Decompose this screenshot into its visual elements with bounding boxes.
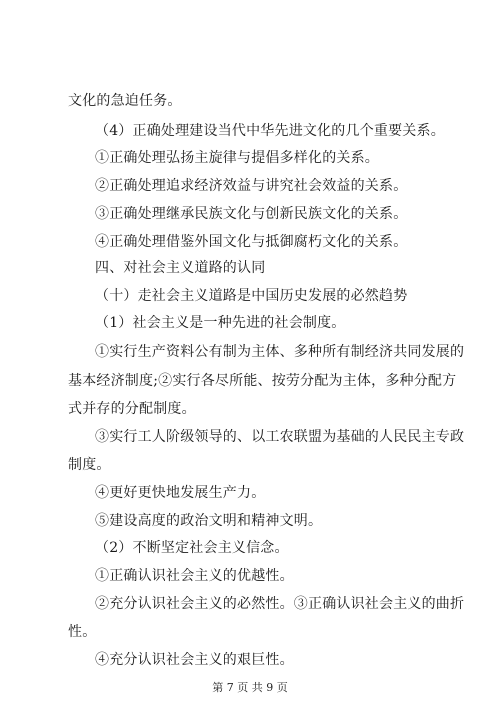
text-line: ①正确处理弘扬主旋律与提倡多样化的关系。 (95, 150, 379, 166)
page-footer: 第 7 页 共 9 页 (212, 681, 288, 694)
text-line: ①正确认识社会主义的优越性。 (95, 568, 294, 584)
text-line: ③正确处理继承民族文化与创新民族文化的关系。 (95, 206, 408, 222)
text-line: 制度。 (68, 457, 111, 473)
text-line: ④正确处理借鉴外国文化与抵御腐朽文化的关系。 (95, 234, 408, 250)
text-line: 性。 (68, 624, 97, 640)
subsection-heading: （十）走社会主义道路是中国历史发展的必然趋势 (95, 288, 408, 304)
text-line: 基本经济制度;②实行各尽所能、按劳分配为主体，多种分配方 (68, 373, 457, 389)
text-line: ④充分认识社会主义的艰巨性。 (95, 652, 294, 668)
text-line: ②正确处理追求经济效益与讲究社会效益的关系。 (95, 178, 408, 194)
text-line: （4）正确处理建设当代中华先进文化的几个重要关系。 (95, 123, 445, 139)
text-line: （1）社会主义是一种先进的社会制度。 (95, 315, 346, 331)
text-line: 文化的急迫任务。 (68, 93, 182, 109)
text-line: ①实行生产资料公有制为主体、多种所有制经济共同发展的 (95, 344, 465, 360)
text-line: ⑤建设高度的政治文明和精神文明。 (95, 513, 323, 529)
section-heading: 四、对社会主义道路的认同 (95, 260, 266, 276)
text-line: ④更好更快地发展生产力。 (95, 485, 266, 501)
text-line: 式并存的分配制度。 (68, 401, 196, 417)
text-line: ③实行工人阶级领导的、以工农联盟为基础的人民民主专政 (95, 429, 465, 445)
text-line: ②充分认识社会主义的必然性。③正确认识社会主义的曲折 (95, 596, 465, 612)
text-line: （2）不断坚定社会主义信念。 (95, 540, 289, 556)
